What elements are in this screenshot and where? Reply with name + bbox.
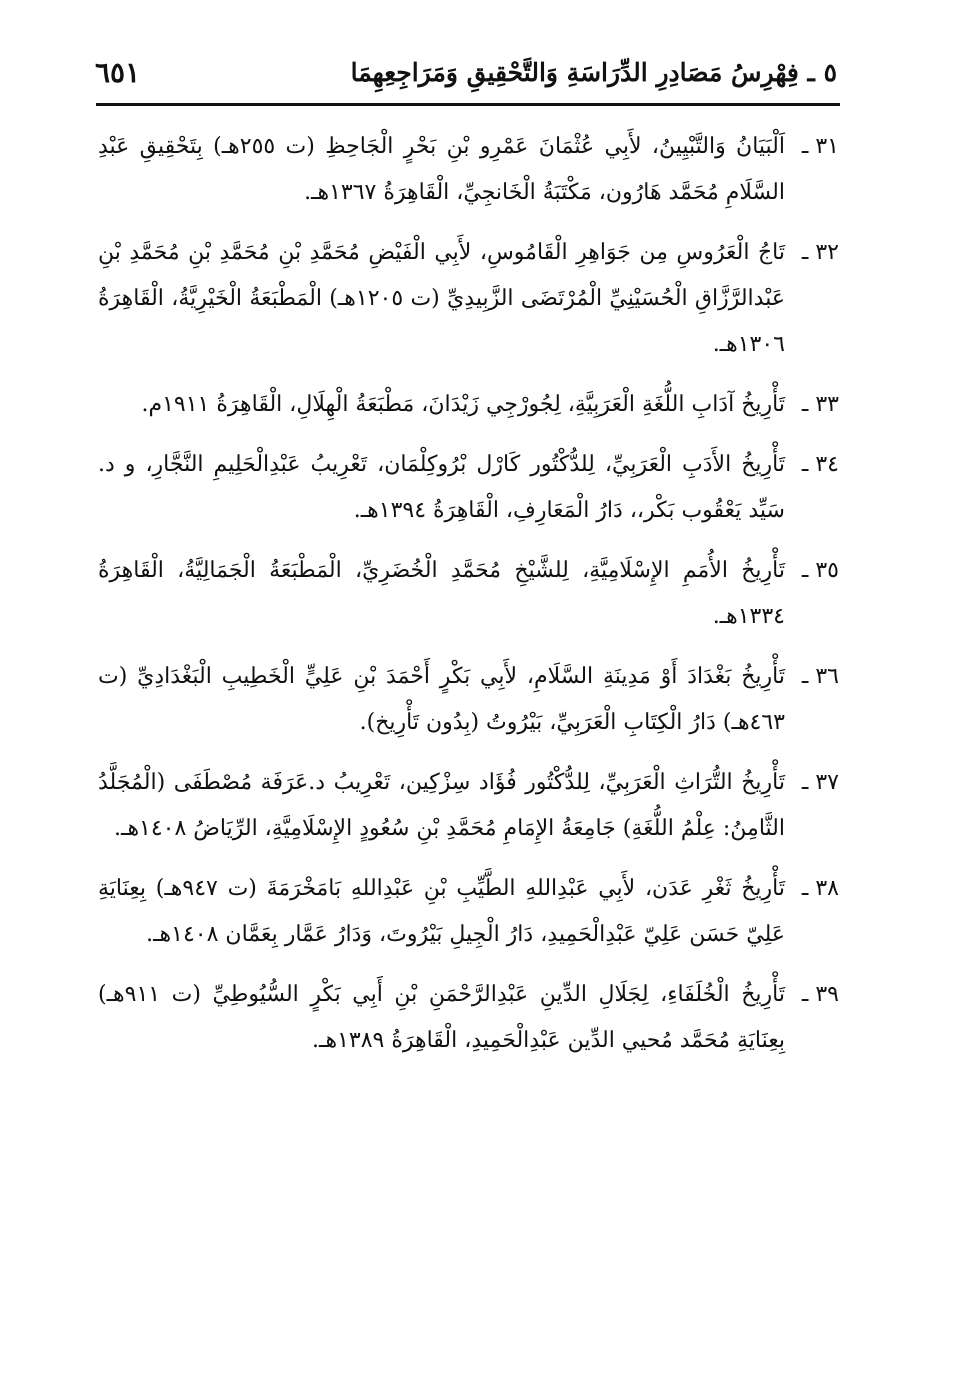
entry-text: تَأْرِيخُ التُّرَاثِ الْعَرَبِيِّ، لِلدُّكْتُور فُؤَاد سِزْكِين، تَعْرِيبُ د.عَرَفَة مُصْطَفَى (الْمُجَلَّدُ الثَّامِنُ: عِلْمُ اللُّغَةِ) جَامِعَةُ الإِمَامِ مُحَمَّدِ بْنِ سُعُودٍ الإِسْلَامِيَّةِ، الرِّيَاضُ ١٤٠٨هـ. bbox=[98, 770, 785, 841]
entry-number: ٣٥ ـ bbox=[801, 558, 839, 583]
entry-text: اَلْبَيَانُ وَالتَّبْيِينُ، لأَبِي عُثْمَانَ عَمْرِو بْنِ بَحْرٍ الْجَاحِظِ (ت ٢٥٥هـ) بِتَحْقِيقِ عَبْدِ السَّلَامِ مُحَمَّد هَارُون، مَكْتَبَةُ الْخَانجِيِّ، الْقَاهِرَةُ ١٣٦٧هـ. bbox=[98, 134, 785, 205]
entry-number: ٣٩ ـ bbox=[801, 982, 839, 1007]
entry-number: ٣٣ ـ bbox=[801, 392, 839, 417]
entry-number: ٣٤ ـ bbox=[801, 452, 839, 477]
bibliography-entry bbox=[98, 382, 839, 428]
entry-text: تَاجُ الْعَرُوسِ مِن جَوَاهِرِ الْقَامُوسِ، لأَبِي الْفَيْضِ مُحَمَّدِ بْنِ مُحَمَّدِ بْنِ مُحَمَّدِ بْنِ عَبْدالرَّزَّاقِ الْحُسَيْنِيِّ الْمُرْتَضَى الزَّبِيدِيِّ (ت ١٢٠٥هـ) الْمَطْبَعَةُ الْخَيْرِيَّةُ، الْقَاهِرَةُ ١٣٠٦هـ. bbox=[98, 240, 785, 357]
entry-text: تَأْرِيخُ ثَغْرِ عَدَن، لأَبِي عَبْدِاللهِ الطَّيِّبِ بْنِ عَبْدِاللهِ بَامَخْرَمَةَ (ت ٩٤٧هـ) بِعِنَايَةِ عَلِيّ حَسَن عَلِيّ عَبْدِالْحَمِيدِ، دَارُ الْجِيلِ بَيْرُوتَ، وَدَارُ عَمَّار بِعَمَّان ١٤٠٨هـ. bbox=[98, 876, 786, 947]
page-number: ٦٥١ bbox=[95, 55, 141, 89]
entry-text: تَأْرِيخُ بَغْدَادَ أَوْ مَدِينَةِ السَّلَامِ، لأَبِي بَكْرٍ أَحْمَدَ بْنِ عَلِيٍّ الْخَطِيبِ الْبَغْدَادِيِّ (ت ٤٦٣هـ) دَارُ الْكِتَابِ الْعَرَبِيِّ، بَيْرُوتُ (بِدُون تَأْرِيخ). bbox=[98, 664, 785, 735]
bibliography-list bbox=[98, 124, 839, 1078]
bibliography-entry bbox=[98, 124, 839, 216]
entry-text: تَأْرِيخُ آدَابِ اللُّغَةِ الْعَرَبِيَّةِ، لِجُورْجِي زَيْدَانَ، مَطْبَعَةُ الْهِلَالِ، الْقَاهِرَةُ ١٩١١م. bbox=[141, 392, 785, 417]
bibliography-entry bbox=[98, 548, 839, 640]
bibliography-entry bbox=[98, 230, 839, 368]
bibliography-entry bbox=[98, 866, 839, 958]
header-rule bbox=[96, 103, 840, 106]
bibliography-entry bbox=[98, 972, 839, 1064]
running-header bbox=[95, 46, 837, 98]
bibliography-entry bbox=[98, 442, 839, 534]
entry-number: ٣٦ ـ bbox=[801, 664, 839, 689]
entry-number: ٣٢ ـ bbox=[801, 240, 839, 265]
section-title: ٥ ـ فِهْرِسُ مَصَادِرِ الدِّرَاسَةِ وَالتَّحْقِيقِ وَمَرَاجِعِهِمَا bbox=[350, 57, 837, 87]
bibliography-entry bbox=[98, 654, 839, 746]
entry-number: ٣١ ـ bbox=[801, 134, 839, 159]
entry-text: تَأْرِيخُ الأَدَبِ الْعَرَبِيِّ، لِلدُّكْتُور كَارْل بْرُوكِلْمَان، تَعْرِيبُ عَبْدِالْحَلِيمِ النَّجَّارِ، و د. سَيِّد يَعْقُوب بَكْر،، دَارُ الْمَعَارِفِ، الْقَاهِرَةُ ١٣٩٤هـ. bbox=[98, 452, 785, 523]
bibliography-entry bbox=[98, 760, 839, 852]
entry-text: تَأْرِيخُ الأُمَمِ الإِسْلَامِيَّةِ، لِلشَّيْخِ مُحَمَّدِ الْخُضَرِيِّ، الْمَطْبَعَةُ الْجَمَالِيَّةُ، الْقَاهِرَةُ ١٣٣٤هـ. bbox=[98, 558, 785, 629]
entry-number: ٣٧ ـ bbox=[801, 770, 839, 795]
entry-number: ٣٨ ـ bbox=[801, 876, 839, 901]
entry-text: تَأْرِيخُ الْخُلَفَاءِ، لِجَلَالِ الدِّينِ عَبْدِالرَّحْمَنِ بْنِ أَبِي بَكْرٍ السُّيُوطِيِّ (ت ٩١١هـ) بِعِنَايَةِ مُحَمَّد مُحيي الدِّين عَبْدِالْحَمِيدِ، الْقَاهِرَةُ ١٣٨٩هـ. bbox=[98, 982, 785, 1053]
